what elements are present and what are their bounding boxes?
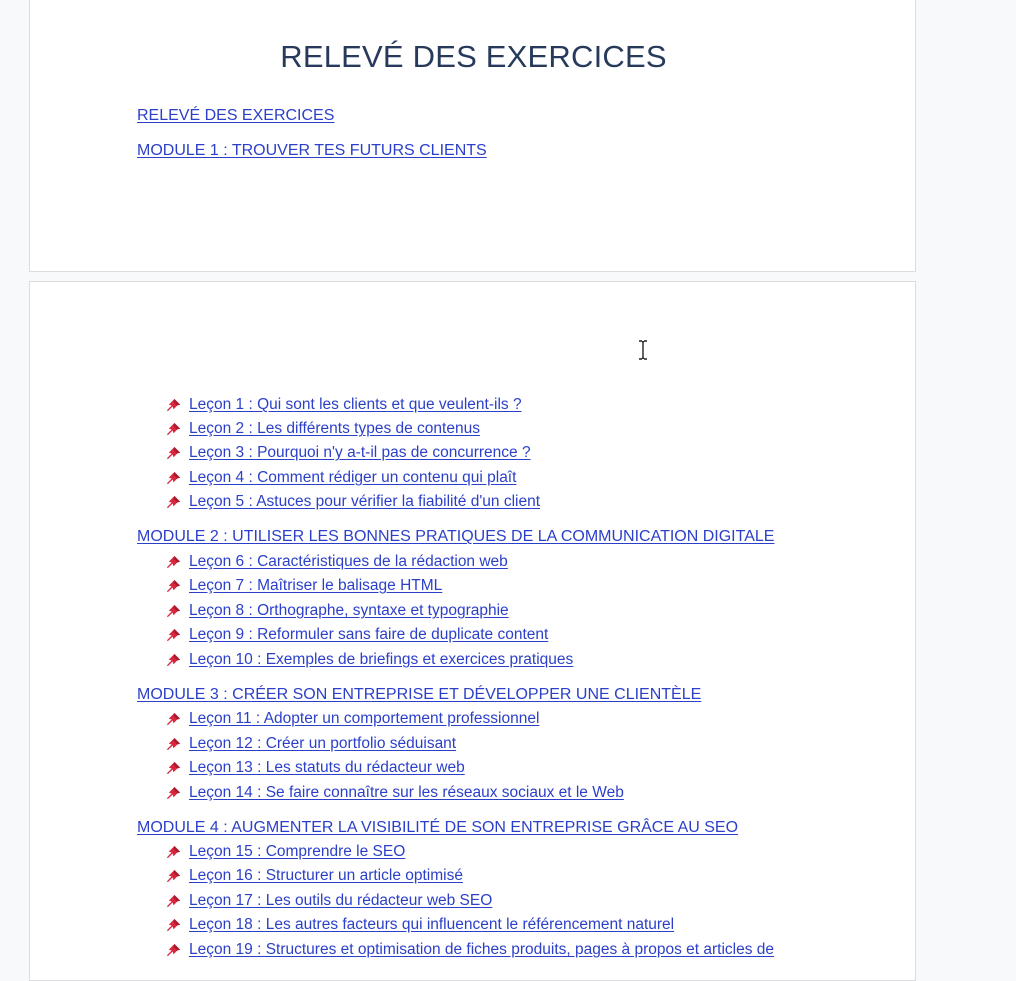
pushpin-icon [166,869,181,884]
lesson-link[interactable] [166,734,456,754]
toc-link-module-2[interactable]: MODULE 2 : UTILISER LES BONNES PRATIQUES DE LA COMMUNICATION DIGITALE [137,528,775,545]
lesson-link[interactable] [166,866,463,886]
lesson-label: Leçon 17 : Les outils du rédacteur web SEO [189,892,493,909]
lesson-label: Leçon 10 : Exemples de briefings et exercices pratiques [189,651,574,668]
pushpin-icon [166,555,181,570]
pushpin-icon [166,894,181,909]
lesson-link[interactable] [166,891,492,911]
text-cursor-icon [637,339,649,361]
pushpin-icon [166,604,181,619]
document-page-2 [29,281,916,981]
lesson-link[interactable] [166,709,539,729]
pushpin-icon [166,628,181,643]
lesson-label: Leçon 19 : Structures et optimisation de fiches produits, pages à propos et articles de [189,941,775,958]
lesson-label: Leçon 2 : Les différents types de contenus [189,420,480,437]
lesson-label: Leçon 1 : Qui sont les clients et que veulent-ils ? [189,396,522,413]
lesson-link[interactable] [166,842,405,862]
lesson-label: Leçon 6 : Caractéristiques de la rédaction web [189,553,508,570]
pushpin-icon [166,422,181,437]
lesson-label: Leçon 5 : Astuces pour vérifier la fiabilité d'un client [189,493,541,510]
lesson-label: Leçon 3 : Pourquoi n'y a-t-il pas de concurrence ? [189,444,531,461]
document-title: RELEVÉ DES EXERCICES [280,39,667,74]
lesson-label: Leçon 14 : Se faire connaître sur les réseaux sociaux et le Web [189,784,624,801]
pushpin-icon [166,761,181,776]
lesson-label: Leçon 16 : Structurer un article optimisé [189,867,463,884]
lesson-link[interactable] [166,940,774,960]
pushpin-icon [166,471,181,486]
lesson-link[interactable] [166,625,548,645]
pushpin-icon [166,579,181,594]
document-page-1 [29,0,916,272]
toc-link-module-4[interactable]: MODULE 4 : AUGMENTER LA VISIBILITÉ DE SON ENTREPRISE GRÂCE AU SEO [137,819,739,836]
lesson-link[interactable] [166,601,509,621]
lesson-link[interactable] [166,783,624,803]
lesson-label: Leçon 15 : Comprendre le SEO [189,843,406,860]
lesson-link[interactable] [166,395,522,415]
lesson-label: Leçon 8 : Orthographe, syntaxe et typographie [189,602,509,619]
toc-link-releve[interactable]: RELEVÉ DES EXERCICES [137,107,335,124]
lesson-link[interactable] [166,915,674,935]
pushpin-icon [166,446,181,461]
lesson-label: Leçon 12 : Créer un portfolio séduisant [189,735,457,752]
pushpin-icon [166,918,181,933]
lesson-label: Leçon 18 : Les autres facteurs qui influencent le référencement naturel [189,916,675,933]
lesson-label: Leçon 7 : Maîtriser le balisage HTML [189,577,443,594]
lesson-label: Leçon 9 : Reformuler sans faire de duplicate content [189,626,549,643]
pushpin-icon [166,495,181,510]
pushpin-icon [166,943,181,958]
lesson-link[interactable] [166,419,480,439]
lesson-link[interactable] [166,552,508,572]
lesson-link[interactable] [166,758,465,778]
lesson-label: Leçon 4 : Comment rédiger un contenu qui plaît [189,469,517,486]
pushpin-icon [166,845,181,860]
lesson-label: Leçon 13 : Les statuts du rédacteur web [189,759,465,776]
lesson-link[interactable] [166,650,573,670]
lesson-label: Leçon 11 : Adopter un comportement professionnel [189,710,540,727]
lesson-link[interactable] [166,443,531,463]
lesson-link[interactable] [166,492,540,512]
lesson-link[interactable] [166,576,442,596]
pushpin-icon [166,712,181,727]
pushpin-icon [166,737,181,752]
toc-link-module-3[interactable]: MODULE 3 : CRÉER SON ENTREPRISE ET DÉVELOPPER UNE CLIENTÈLE [137,686,702,703]
pushpin-icon [166,653,181,668]
pushpin-icon [166,786,181,801]
lesson-link[interactable] [166,468,516,488]
pushpin-icon [166,398,181,413]
toc-link-module-1[interactable]: MODULE 1 : TROUVER TES FUTURS CLIENTS [137,142,487,159]
